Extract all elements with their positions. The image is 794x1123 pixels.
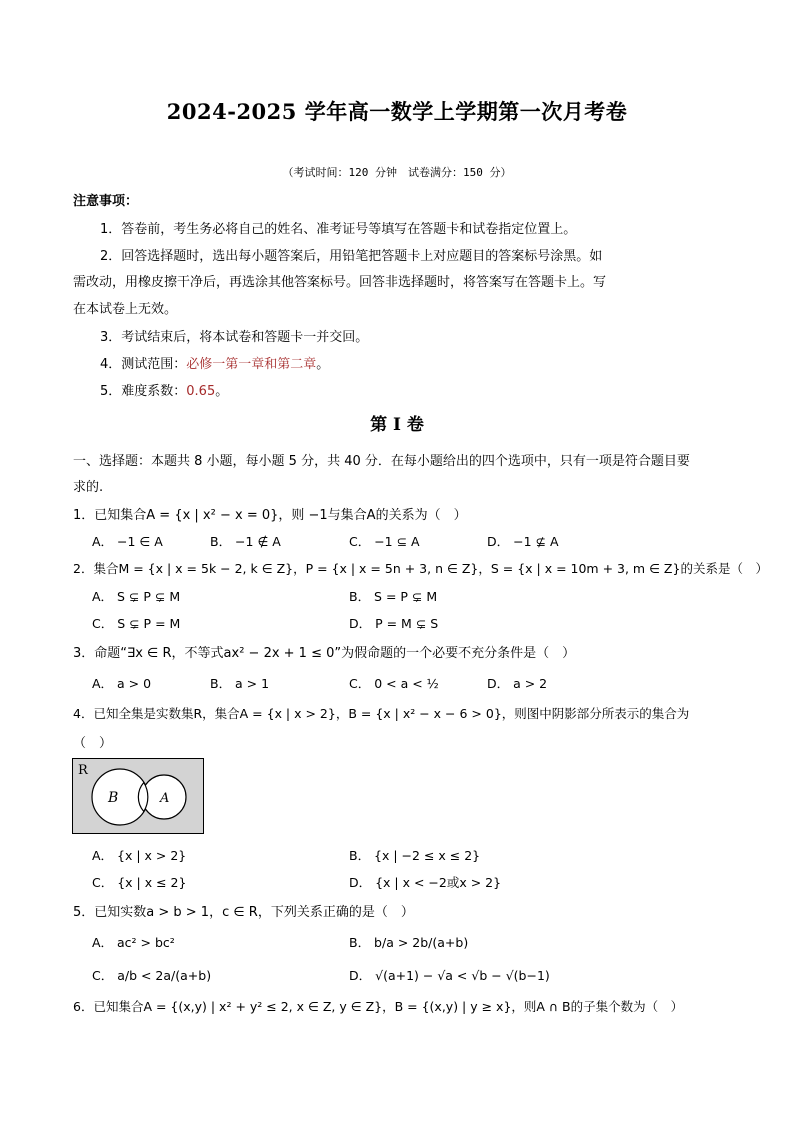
question-2-stem: 2．集合M = {x | x = 5k − 2, k ∈ Z}，P = {x | x = 5n + 3, n ∈ Z}，S = {x | x = 10m + 3, m ∈ Z}的关系是（ ）: [73, 561, 768, 576]
question-3-option-b: B． a > 1: [210, 676, 270, 691]
test-scope: 必修一第一章和第二章: [186, 357, 317, 372]
question-1-option-c: C． −1 ⊆ A: [349, 534, 420, 549]
label-set-b: B: [108, 790, 119, 806]
question-4-option-c: C． {x | x ≤ 2}: [92, 875, 187, 890]
notice-item-1: 1．答卷前，考生务必将自己的姓名、准考证号等填写在答题卡和试卷指定位置上。: [100, 222, 577, 237]
question-5-option-c: C． a/b < 2a/(a+b): [92, 968, 212, 983]
question-5-stem: 5．已知实数a > b > 1，c ∈ R，下列关系正确的是（ ）: [73, 905, 414, 920]
notice-item-2-line-2: 需改动，用橡皮擦干净后，再选涂其他答案标号。回答非选择题时，将答案写在答题卡上。写: [73, 275, 607, 290]
question-5-option-a: A． ac² > bc²: [92, 935, 175, 950]
question-4-stem-line-1: 4．已知全集是实数集R，集合A = {x | x > 2}，B = {x | x² − x − 6 > 0}，则图中阴影部分所表示的集合为: [73, 706, 690, 721]
question-1-option-a: A． −1 ∈ A: [92, 534, 163, 549]
question-1-option-d: D． −1 ⊈ A: [487, 534, 559, 549]
question-2-option-b: B． S = P ⊊ M: [349, 589, 438, 604]
question-2-option-c: C． S ⊊ P = M: [92, 616, 181, 631]
question-4-option-d: D． {x | x < −2或x > 2}: [349, 875, 502, 890]
label-universe: R: [78, 763, 88, 778]
difficulty-value: 0.65: [186, 384, 216, 399]
question-2-option-a: A． S ⊊ P ⊊ M: [92, 589, 181, 604]
question-5-option-d: D． √(a+1) − √a < √b − √(b−1): [349, 968, 550, 983]
part-1-heading-line-2: 求的.: [73, 480, 104, 495]
question-2-option-d: D． P = M ⊊ S: [349, 616, 439, 631]
question-1-option-b: B． −1 ∉ A: [210, 534, 281, 549]
notice-heading: 注意事项：: [73, 194, 139, 209]
notice-item-4-prefix: 4．测试范围：: [100, 357, 187, 372]
notice-item-2-line-3: 在本试卷上无效。: [73, 302, 178, 317]
question-3-option-a: A． a > 0: [92, 676, 152, 691]
question-4-option-a: A． {x | x > 2}: [92, 848, 187, 863]
question-1-stem: 1．已知集合A = {x | x² − x = 0}，则 −1与集合A的关系为（ ）: [73, 508, 467, 523]
question-3-option-d: D． a > 2: [487, 676, 548, 691]
question-5-option-b: B． b/a > 2b/(a+b): [349, 935, 469, 950]
question-3-stem: 3．命题“∃x ∈ R，不等式ax² − 2x + 1 ≤ 0”为假命题的一个必要不充分条件是（ ）: [73, 646, 576, 661]
notice-item-2-line-1: 2．回答选择题时，选出每小题答案后，用铅笔把答题卡上对应题目的答案标号涂黑。如: [100, 249, 603, 264]
venn-diagram: [72, 758, 204, 834]
part-1-heading-line-1: 一、选择题：本题共 8 小题，每小题 5 分，共 40 分．在每小题给出的四个选项中，只有一项是符合题目要: [73, 454, 690, 469]
question-4-stem-line-2: （ ）: [73, 736, 113, 751]
question-3-option-c: C． 0 < a < ½: [349, 676, 439, 691]
question-4-option-b: B． {x | −2 ≤ x ≤ 2}: [349, 848, 481, 863]
exam-info: （考试时间：120 分钟 试卷满分：150 分）: [282, 166, 512, 179]
notice-item-4: [100, 353, 329, 372]
notice-item-5-suffix: 。: [215, 384, 229, 399]
notice-item-3: 3．考试结束后，将本试卷和答题卡一并交回。: [100, 330, 369, 345]
notice-item-5-prefix: 5．难度系数：: [100, 384, 187, 399]
page-title: 2024-2025 学年高一数学上学期第一次月考卷: [166, 99, 628, 124]
question-6-stem: 6．已知集合A = {(x,y) | x² + y² ≤ 2, x ∈ Z, y ∈ Z}，B = {(x,y) | y ≥ x}，则A ∩ B的子集个数为（ ）: [73, 999, 684, 1014]
label-set-a: A: [160, 791, 170, 806]
notice-item-4-suffix: 。: [316, 357, 330, 372]
notice-item-5: [100, 380, 228, 399]
section-title: 第 Ⅰ 卷: [370, 415, 424, 435]
